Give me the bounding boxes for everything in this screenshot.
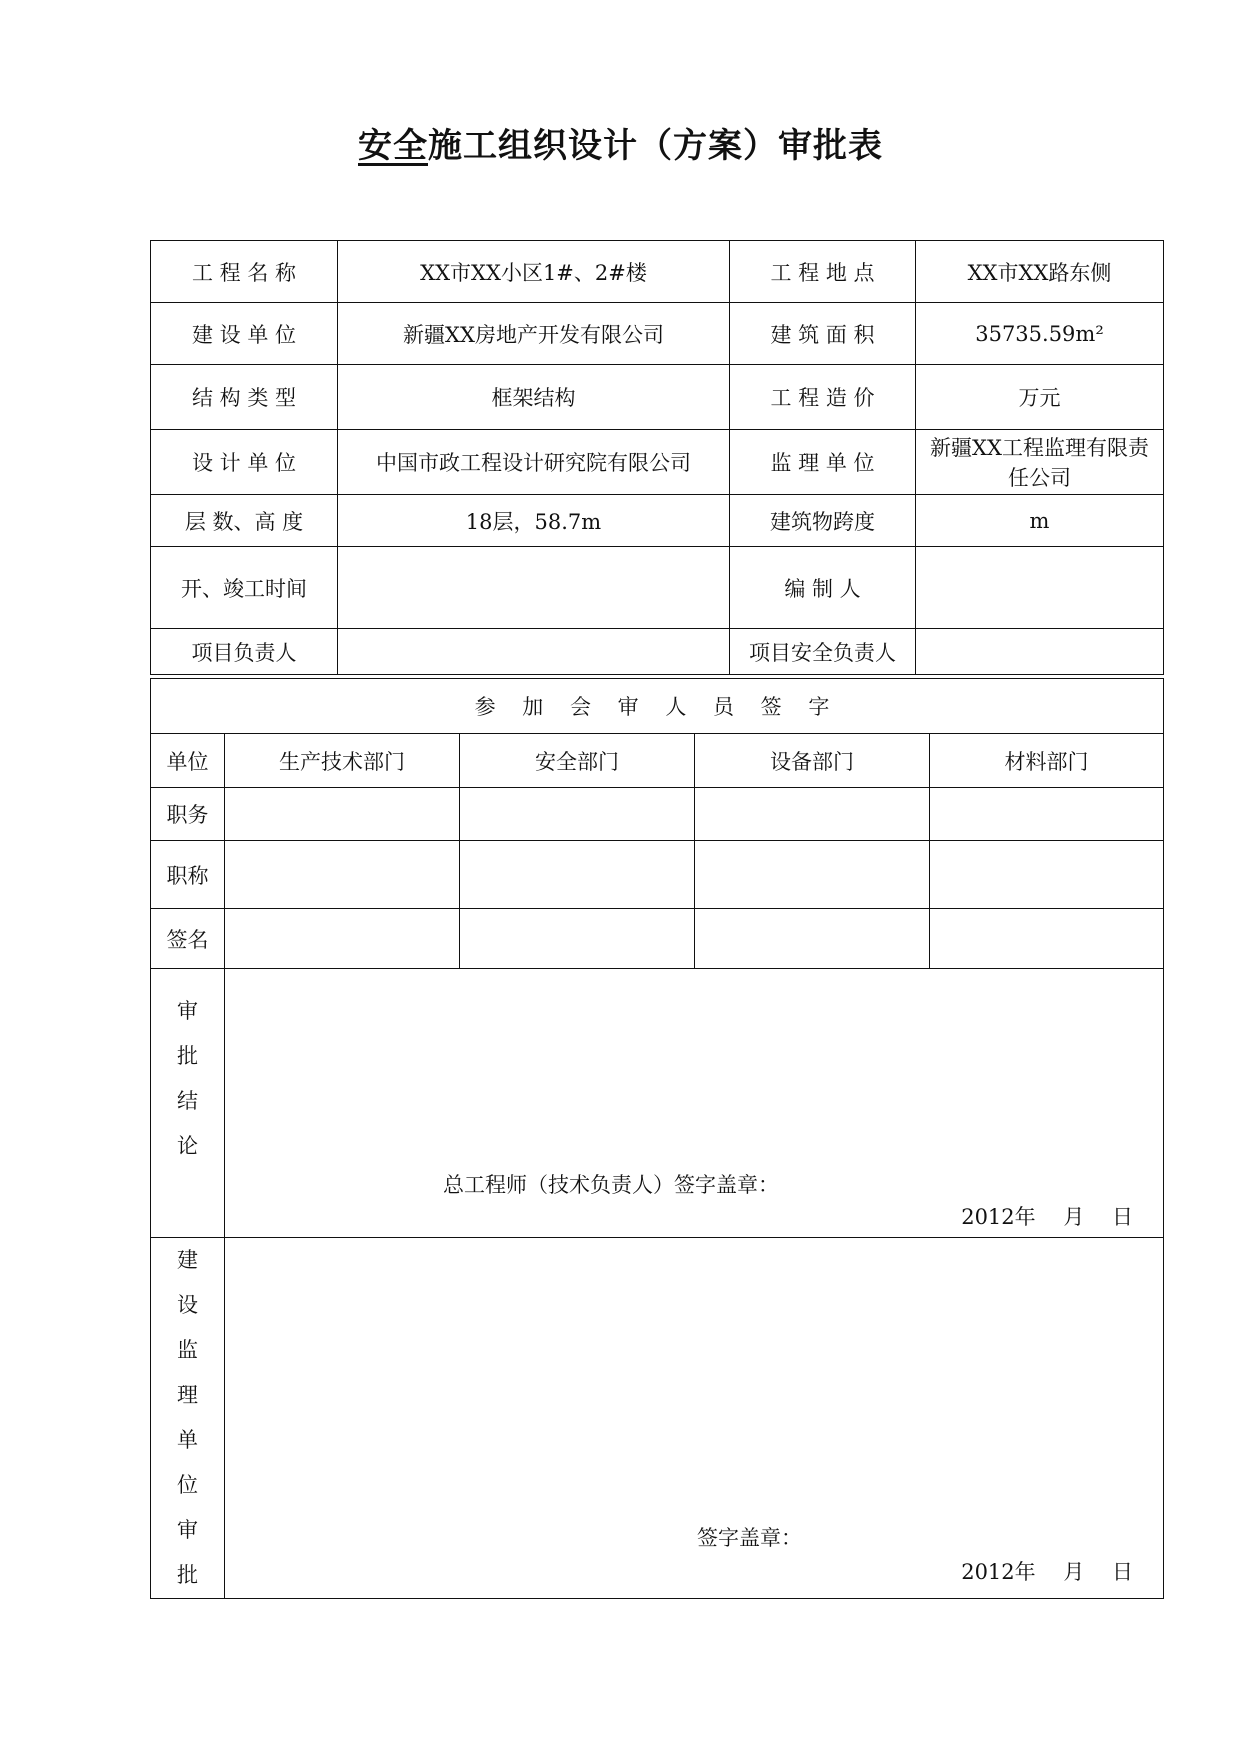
review-table	[150, 678, 1164, 1599]
signature-cell	[460, 909, 695, 969]
structure-value: 框架结构	[338, 365, 730, 430]
floors-value: 18层，58.7m	[338, 495, 730, 547]
signature-cell	[695, 909, 930, 969]
signature-cell	[460, 841, 695, 909]
row-label-signature: 签名	[151, 909, 225, 969]
title-underlined: 安全	[358, 126, 428, 166]
cost-value: 万元	[916, 365, 1164, 430]
pm-label: 项目负责人	[151, 629, 338, 675]
signature-cell	[930, 788, 1164, 841]
conclusion-label: 审 批 结 论	[151, 969, 225, 1238]
signature-cell	[225, 909, 460, 969]
supervisor-value: 新疆XX工程监理有限责任公司	[916, 430, 1164, 495]
signature-cell	[930, 841, 1164, 909]
owner-label: 建 设 单 位	[151, 303, 338, 365]
approval-signature: 签字盖章：	[697, 1526, 802, 1550]
signature-cell	[695, 841, 930, 909]
structure-label: 结 构 类 型	[151, 365, 338, 430]
editor-value	[916, 547, 1164, 629]
conclusion-date: 2012年 月 日	[961, 1205, 1133, 1229]
signature-cell	[225, 788, 460, 841]
conclusion-cell	[225, 969, 1164, 1238]
project-info-table	[150, 240, 1164, 675]
designer-value: 中国市政工程设计研究院有限公司	[338, 430, 730, 495]
safety-pm-value	[916, 629, 1164, 675]
row-label-position: 职务	[151, 788, 225, 841]
area-value: 35735.59m²	[916, 303, 1164, 365]
signature-cell	[225, 841, 460, 909]
safety-pm-label: 项目安全负责人	[730, 629, 916, 675]
floors-label: 层 数、高 度	[151, 495, 338, 547]
period-label: 开、竣工时间	[151, 547, 338, 629]
project-name-value: XX市XX小区1#、2#楼	[338, 241, 730, 303]
period-value	[338, 547, 730, 629]
dept-equipment: 设备部门	[695, 734, 930, 788]
pm-value	[338, 629, 730, 675]
page-title	[0, 118, 1241, 167]
span-value: m	[916, 495, 1164, 547]
dept-safety: 安全部门	[460, 734, 695, 788]
title-rest: 施工组织设计（方案）审批表	[428, 126, 883, 166]
area-label: 建 筑 面 积	[730, 303, 916, 365]
signature-cell	[460, 788, 695, 841]
approval-label: 建 设 监 理 单 位 审 批	[151, 1238, 225, 1599]
location-value: XX市XX路东侧	[916, 241, 1164, 303]
designer-label: 设 计 单 位	[151, 430, 338, 495]
approval-cell	[225, 1238, 1164, 1599]
row-label-title: 职称	[151, 841, 225, 909]
signature-cell	[930, 909, 1164, 969]
unit-label: 单位	[151, 734, 225, 788]
editor-label: 编 制 人	[730, 547, 916, 629]
project-name-label: 工 程 名 称	[151, 241, 338, 303]
span-label: 建筑物跨度	[730, 495, 916, 547]
cost-label: 工 程 造 价	[730, 365, 916, 430]
review-heading: 参 加 会 审 人 员 签 字	[151, 679, 1164, 734]
dept-materials: 材料部门	[930, 734, 1164, 788]
approval-date: 2012年 月 日	[961, 1560, 1133, 1584]
chief-engineer-signature: 总工程师（技术负责人）签字盖章：	[443, 1173, 779, 1197]
owner-value: 新疆XX房地产开发有限公司	[338, 303, 730, 365]
supervisor-label: 监 理 单 位	[730, 430, 916, 495]
location-label: 工 程 地 点	[730, 241, 916, 303]
signature-cell	[695, 788, 930, 841]
dept-production: 生产技术部门	[225, 734, 460, 788]
